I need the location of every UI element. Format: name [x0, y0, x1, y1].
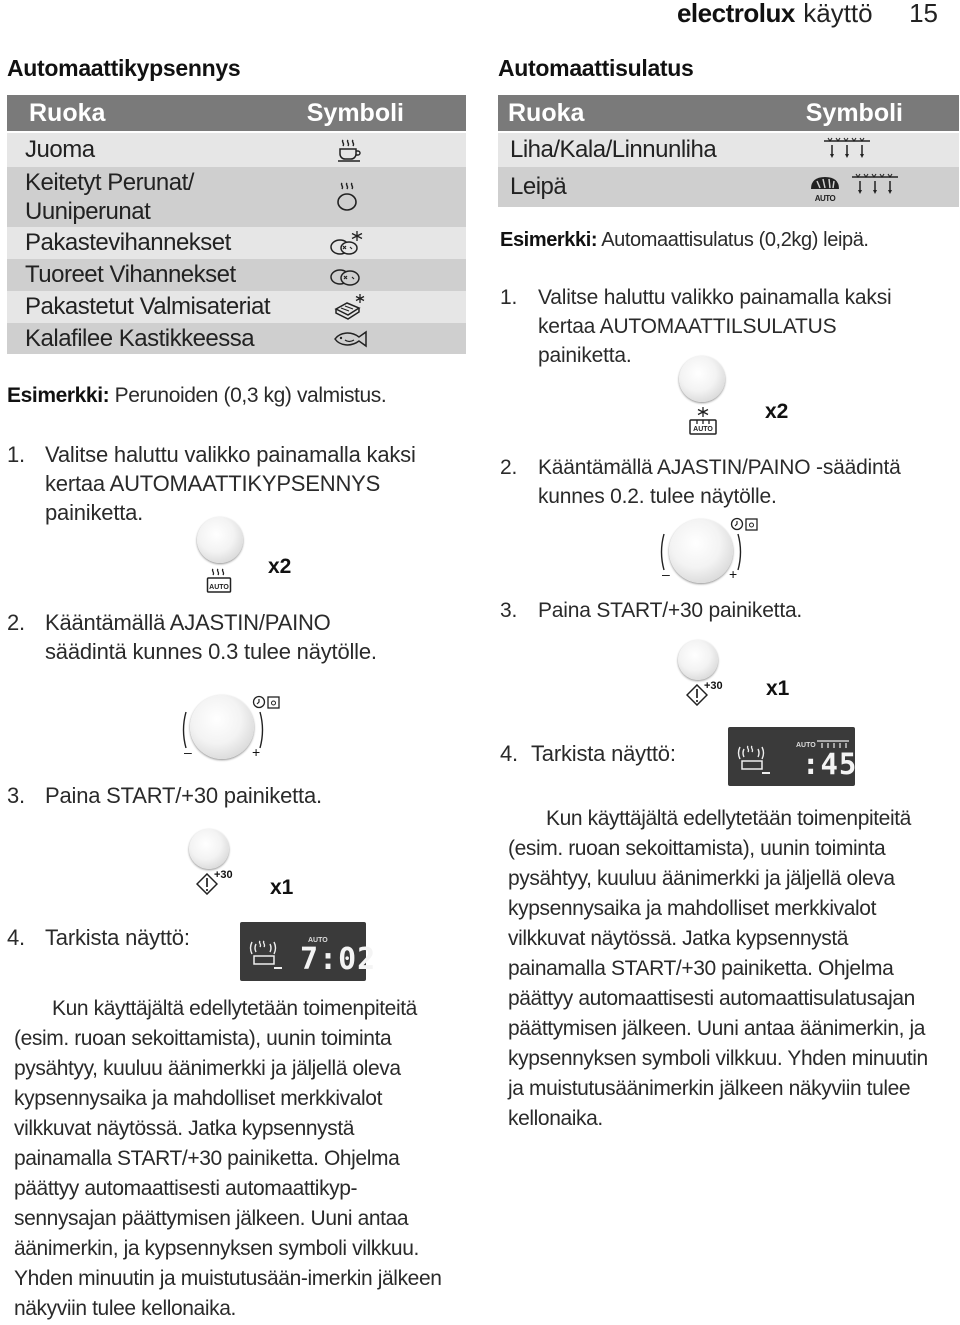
left-symbol-table [7, 95, 466, 354]
left-table-row [7, 167, 466, 227]
defrost-icon [822, 137, 872, 161]
right-note [508, 804, 948, 1134]
start-button[interactable] [678, 640, 718, 680]
note-text: Kun käyttäjältä edellytetään toimenpiteitä (esim. ruoan sekoittamista), uunin toiminta pysähtyy, kuuluu äänimerkki ja jäljellä oleva kypsennysaika ja mahdolliset merkkivalot vilkkuvat näytössä. Jatka kypsennystä painamalla START/+30 painiketta. Ohjelma päättyy automaattisesti automaattikyp-sennysajan päättymisen jälkeen. Uuni antaa äänimerkin, ja kypsennyksen symboli vilkkuu. Yhden minuutin ja muistutusään-imerkin jälkeen näkyviin tulee kellonaika. [14, 997, 442, 1320]
right-step3-number: 3. [500, 599, 518, 622]
display-time: :45 [802, 747, 858, 781]
page-number: 15 [909, 0, 938, 28]
fresh-vegetables-icon [329, 262, 363, 288]
defrost-icon [850, 173, 900, 197]
brand-name: electrolux [676, 0, 795, 28]
example-label: Esimerkki: [500, 229, 598, 251]
cup-steam-icon [337, 138, 363, 162]
timer-weight-knob[interactable] [190, 695, 254, 759]
svg-text:AUTO: AUTO [693, 426, 713, 433]
row-label: Liha/Kala/Linnunliha [510, 136, 717, 163]
right-oven-display [728, 727, 858, 786]
example-label: Esimerkki: [7, 384, 110, 407]
left-table-row [7, 227, 466, 259]
left-table-row [7, 259, 466, 291]
left-step4-number: 4. [7, 925, 25, 950]
start-plus30-label: +30 [214, 869, 233, 881]
display-time: 7:02 [300, 942, 377, 977]
knob-minus-sign: – [662, 566, 670, 582]
potato-steam-icon [334, 181, 360, 213]
right-step1-multiplier: x2 [765, 400, 789, 423]
frozen-meal-icon [333, 293, 367, 321]
note-text: Kun käyttäjältä edellytetään toimenpiteitä (esim. ruoan sekoittamista), uunin toiminta pysähtyy, kuuluu äänimerkki ja jäljellä oleva kypsennysaika ja mahdolliset merkkivalot vilkkuvat näytössä. Jatka kypsennystä painamalla START/+30 painiketta. Ohjelma päättyy automaattisesti automaattisulatusajan päättymisen jälkeen. Uuni antaa äänimerkin, ja kypsennyksen symboli vilkkuu. Yhden minuutin ja muistutusäänimerkin jälkeen näkyviin tulee kellonaika. [508, 807, 928, 1130]
row-label: Tuoreet Vihannekset [25, 261, 236, 288]
bread-icon [808, 171, 842, 203]
left-step1-multiplier: x2 [268, 555, 292, 578]
left-step3-multiplier: x1 [270, 876, 294, 899]
row-label: Pakastevihannekset [25, 229, 231, 256]
auto-defrost-button[interactable] [679, 356, 725, 402]
section-name: käyttö [803, 0, 873, 28]
row-label: Pakastetut Valmisateriat [25, 293, 271, 320]
left-note [14, 994, 454, 1324]
right-step1-text: Valitse haluttu valikko painamalla kaksi kertaa AUTOMAATTILSULATUS painiketta. [538, 286, 892, 367]
auto-defrost-icon [688, 406, 718, 436]
display-auto-label: AUTO [796, 742, 816, 749]
right-section-title: Automaattisulatus [498, 55, 694, 81]
fish-icon [333, 329, 369, 349]
left-table-row [7, 133, 466, 167]
left-step2-text: Kääntämällä AJASTIN/PAINO säädintä kunnes 0.3 tulee näytölle. [45, 610, 377, 664]
start-plus30-label: +30 [704, 680, 723, 692]
right-symbol-table [498, 95, 959, 207]
steam-pot-icon [247, 936, 283, 970]
row-label: Juoma [25, 136, 95, 163]
knob-plus-sign: + [252, 744, 261, 760]
right-step3-text: Paina START/+30 painiketta. [538, 599, 803, 622]
left-table-row [7, 323, 466, 354]
right-step4-number: 4. [500, 741, 518, 766]
display-auto-label: AUTO [308, 937, 328, 944]
svg-text:AUTO: AUTO [814, 194, 836, 203]
right-table-row [498, 167, 959, 207]
example-text: Automaattisulatus (0,2kg) leipä. [597, 229, 869, 251]
left-oven-display [240, 922, 377, 981]
left-col-food: Ruoka [29, 98, 106, 127]
steam-pot-icon [735, 741, 771, 775]
left-step1-text: Valitse haluttu valikko painamalla kaksi kertaa AUTOMAATTIKYPSENNYS painiketta. [45, 442, 416, 525]
right-step2-text: Kääntämällä AJASTIN/PAINO -säädintä kunnes 0.2. tulee näytölle. [538, 456, 901, 508]
right-col-food: Ruoka [508, 98, 585, 127]
left-step3-text: Paina START/+30 painiketta. [45, 783, 322, 808]
right-step4-text: Tarkista näyttö: [531, 741, 676, 766]
right-step1-number: 1. [500, 286, 518, 309]
right-step2-number: 2. [500, 456, 518, 479]
row-label: Keitetyt Perunat/ Uuniperunat [25, 169, 194, 225]
right-col-symbol: Symboli [805, 98, 903, 127]
left-step4-text: Tarkista näyttö: [45, 925, 190, 950]
left-step3-number: 3. [7, 783, 25, 808]
left-table-header [7, 95, 466, 131]
frozen-vegetables-icon [329, 229, 363, 257]
right-table-row [498, 133, 959, 167]
left-example [7, 381, 386, 411]
knob-plus-sign: + [729, 566, 738, 582]
start-button[interactable] [189, 829, 229, 869]
left-col-symbol: Symboli [306, 98, 404, 127]
right-step3-multiplier: x1 [766, 677, 790, 700]
left-table-row [7, 291, 466, 323]
svg-text:AUTO: AUTO [209, 584, 229, 591]
right-example [500, 225, 869, 255]
example-text: Perunoiden (0,3 kg) valmistus. [109, 384, 387, 407]
timer-weight-knob[interactable] [669, 519, 733, 583]
left-step1-number: 1. [7, 442, 25, 467]
left-step2-number: 2. [7, 610, 25, 635]
auto-cook-icon [206, 568, 232, 594]
page-header [677, 0, 938, 29]
auto-cook-button[interactable] [197, 517, 243, 563]
row-label: Kalafilee Kastikkeessa [25, 324, 255, 352]
left-section-title: Automaattikypsennys [7, 55, 241, 81]
knob-minus-sign: – [184, 744, 192, 760]
right-table-header [498, 95, 959, 131]
row-label: Leipä [510, 173, 567, 200]
